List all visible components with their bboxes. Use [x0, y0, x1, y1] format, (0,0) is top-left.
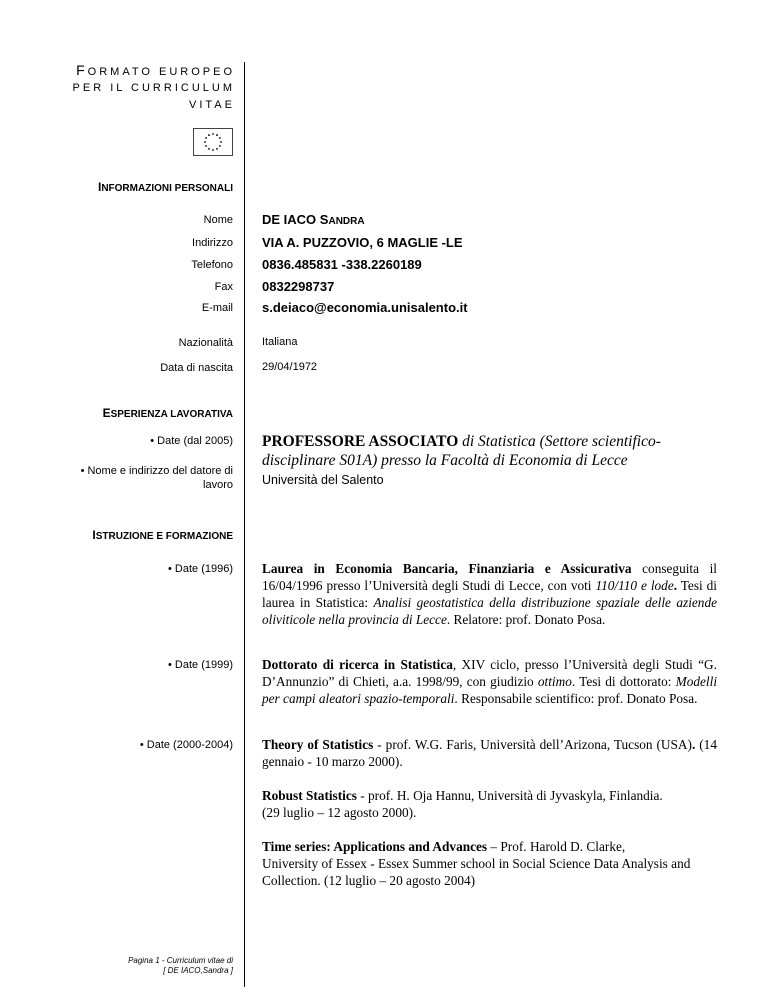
eu-star — [216, 148, 218, 150]
section-personal-info: INFORMAZIONI PERSONALI — [97, 180, 233, 194]
job-entry: PROFESSORE ASSOCIATO di Statistica (Settore scientifico-disciplinare S01A) presso la Facoltà di Economia di Lecce Università del Salento — [262, 433, 661, 487]
eu-star — [208, 134, 210, 136]
cv-title-line-1: FORMATO EUROPEO — [76, 62, 235, 78]
edu-entry-theory-statistics: Theory of Statistics - prof. W.G. Faris, Università dell’Arizona, Tucson (USA). (14 gennaio - 10 marzo 2000). — [262, 737, 717, 769]
edu-entry-robust-statistics: Robust Statistics - prof. H. Oja Hannu, Università di Jyvaskyla, Finlandia. (29 luglio – 12 agosto 2000). — [262, 788, 663, 820]
employer-name: Università del Salento — [262, 473, 384, 487]
page-footer: Pagina 1 - Curriculum vitae di [ DE IACO,Sandra ] — [128, 956, 233, 975]
eu-star — [212, 133, 214, 135]
eu-star — [205, 145, 207, 147]
value-address: VIA A. PUZZOVIO, 6 MAGLIE -LE — [262, 235, 463, 250]
eu-star — [212, 149, 214, 151]
label-birth-date: Data di nascita — [160, 362, 233, 374]
label-fax: Fax — [214, 281, 233, 293]
cv-title-line-2: PER IL CURRICULUM — [72, 82, 235, 94]
label-nationality: Nazionalità — [178, 337, 233, 349]
label-address: Indirizzo — [192, 237, 233, 249]
value-name: DE IACO SANDRA — [262, 212, 365, 227]
eu-star — [219, 137, 221, 139]
section-work-experience: ESPERIENZA LAVORATIVA — [102, 406, 233, 420]
section-education: ISTRUZIONE E FORMAZIONE — [92, 528, 233, 542]
value-fax: 0832298737 — [262, 279, 335, 294]
label-edu-date-1996: • Date (1996) — [168, 563, 233, 575]
eu-star — [219, 145, 221, 147]
edu-entry-dottorato: Dottorato di ricerca in Statistica, XIV ciclo, presso l’Università degli Studi “G. D’Annunzio” di Chieti, a.a. 1998/99, con giudizio ottimo. Tesi di dottorato: Modelli per campi aleatori spazio-temporali. Responsabile scientifico: prof. Donato Posa. — [262, 657, 718, 706]
eu-flag-icon — [193, 128, 233, 156]
value-email: s.deiaco@economia.unisalento.it — [262, 300, 468, 315]
label-employer: • Nome e indirizzo del datore di lavoro — [80, 465, 233, 491]
eu-star — [216, 134, 218, 136]
label-edu-date-1999: • Date (1999) — [168, 659, 233, 671]
eu-star — [208, 148, 210, 150]
label-edu-date-2000-2004: • Date (2000-2004) — [139, 739, 233, 751]
value-nationality: Italiana — [262, 336, 298, 348]
value-phone: 0836.485831 -338.2260189 — [262, 257, 422, 272]
cv-title-line-3: VITAE — [189, 99, 235, 111]
edu-entry-laurea: Laurea in Economia Bancaria, Finanziaria e Assicurativa conseguita il 16/04/1996 presso l’Università degli Studi di Lecce, con voti 110/110 e lode. Tesi di laurea in Statistica: Analisi geostatistica della distribuzione spaziale delle aziende oliviticole nella provincia di Lecce. Relatore: prof. Donato Posa. — [262, 561, 717, 627]
eu-star — [220, 141, 222, 143]
eu-star — [205, 137, 207, 139]
label-email: E-mail — [201, 302, 233, 314]
label-work-date: • Date (dal 2005) — [150, 435, 233, 447]
value-birth-date: 29/04/1972 — [262, 361, 318, 373]
label-name: Nome — [203, 214, 233, 226]
edu-entry-time-series: Time series: Applications and Advances – Prof. Harold D. Clarke, University of Essex - Essex Summer school in Social Science Data Analysis and Collection. (12 luglio – 20 agosto 2004) — [262, 839, 691, 888]
label-phone: Telefono — [191, 259, 233, 271]
column-divider — [244, 62, 245, 987]
eu-star — [204, 141, 206, 143]
